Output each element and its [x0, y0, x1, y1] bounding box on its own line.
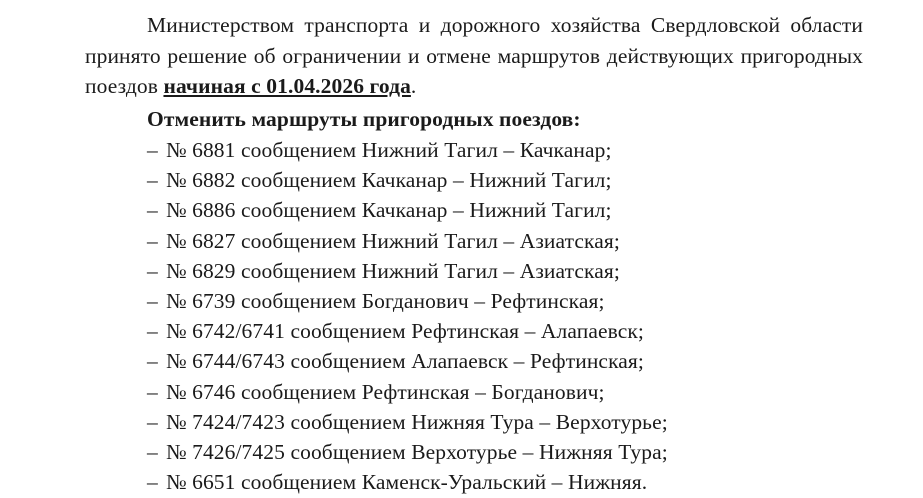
- list-item: [85, 467, 863, 497]
- route-endpoints: Алапаевск – Рефтинская;: [411, 349, 644, 374]
- route-connector: сообщением: [240, 289, 357, 314]
- route-endpoints: Нижняя Тура – Верхотурье;: [411, 409, 668, 434]
- route-number: № 6886: [166, 198, 236, 223]
- route-number: № 6739: [166, 289, 236, 314]
- list-bullet-dash: –: [147, 289, 158, 314]
- route-number: № 6746: [166, 379, 236, 404]
- route-number: № 7424/7423: [166, 409, 285, 434]
- route-connector: сообщением: [290, 349, 406, 374]
- list-item: [85, 316, 863, 346]
- route-connector: сообщением: [290, 409, 406, 434]
- list-item: [85, 407, 863, 437]
- route-endpoints: Рефтинская – Богданович;: [361, 379, 605, 404]
- route-connector: сообщением: [240, 198, 357, 223]
- route-number: № 6829: [166, 258, 236, 283]
- route-number: № 6651: [166, 470, 236, 495]
- route-connector: сообщением: [240, 379, 357, 404]
- route-number: № 6827: [166, 228, 236, 253]
- list-bullet-dash: –: [147, 349, 158, 374]
- list-item: [85, 286, 863, 316]
- list-item: [85, 256, 863, 286]
- intro-text-before: Министерством транспорта и дорожного хозяйства Свердловской области принято решение об ограничении и отмене маршрутов действующих пригородных поездов: [85, 13, 863, 99]
- route-connector: сообщением: [240, 138, 357, 163]
- route-endpoints: Верхотурье – Нижняя Тура;: [411, 440, 668, 465]
- intro-paragraph: [85, 10, 863, 102]
- route-connector: сообщением: [240, 168, 357, 193]
- route-endpoints: Богданович – Рефтинская;: [361, 289, 605, 314]
- list-item: [85, 346, 863, 376]
- list-bullet-dash: –: [147, 470, 158, 495]
- route-connector: сообщением: [240, 470, 357, 495]
- list-bullet-dash: –: [147, 198, 158, 223]
- list-bullet-dash: –: [147, 440, 158, 465]
- route-connector: сообщением: [240, 228, 357, 253]
- list-bullet-dash: –: [147, 228, 158, 253]
- list-item: [85, 437, 863, 467]
- list-bullet-dash: –: [147, 168, 158, 193]
- route-number: № 6881: [166, 138, 236, 163]
- route-endpoints: Рефтинская – Алапаевск;: [411, 319, 644, 344]
- list-bullet-dash: –: [147, 379, 158, 404]
- cancelled-routes-list: [85, 135, 863, 497]
- route-endpoints: Качканар – Нижний Тагил;: [361, 168, 612, 193]
- route-connector: сообщением: [290, 319, 406, 344]
- list-item: [85, 165, 863, 195]
- list-bullet-dash: –: [147, 319, 158, 344]
- intro-text-after: .: [410, 74, 417, 99]
- route-connector: сообщением: [290, 440, 406, 465]
- route-endpoints: Качканар – Нижний Тагил;: [361, 198, 612, 223]
- list-bullet-dash: –: [147, 138, 158, 163]
- route-number: № 6744/6743: [166, 349, 285, 374]
- route-endpoints: Нижний Тагил – Азиатская;: [361, 228, 620, 253]
- list-item: [85, 195, 863, 225]
- route-number: № 7426/7425: [166, 440, 285, 465]
- list-bullet-dash: –: [147, 258, 158, 283]
- route-endpoints: Каменск-Уральский – Нижняя.: [361, 470, 648, 495]
- intro-emphasis-date: начиная с 01.04.2026 года: [163, 74, 411, 99]
- route-connector: сообщением: [240, 258, 357, 283]
- list-item: [85, 135, 863, 165]
- route-endpoints: Нижний Тагил – Азиатская;: [361, 258, 620, 283]
- list-item: [85, 226, 863, 256]
- section-subheading: Отменить маршруты пригородных поездов:: [147, 106, 581, 131]
- route-endpoints: Нижний Тагил – Качканар;: [361, 138, 612, 163]
- list-bullet-dash: –: [147, 409, 158, 434]
- route-number: № 6882: [166, 168, 236, 193]
- route-number: № 6742/6741: [166, 319, 285, 344]
- list-item: [85, 377, 863, 407]
